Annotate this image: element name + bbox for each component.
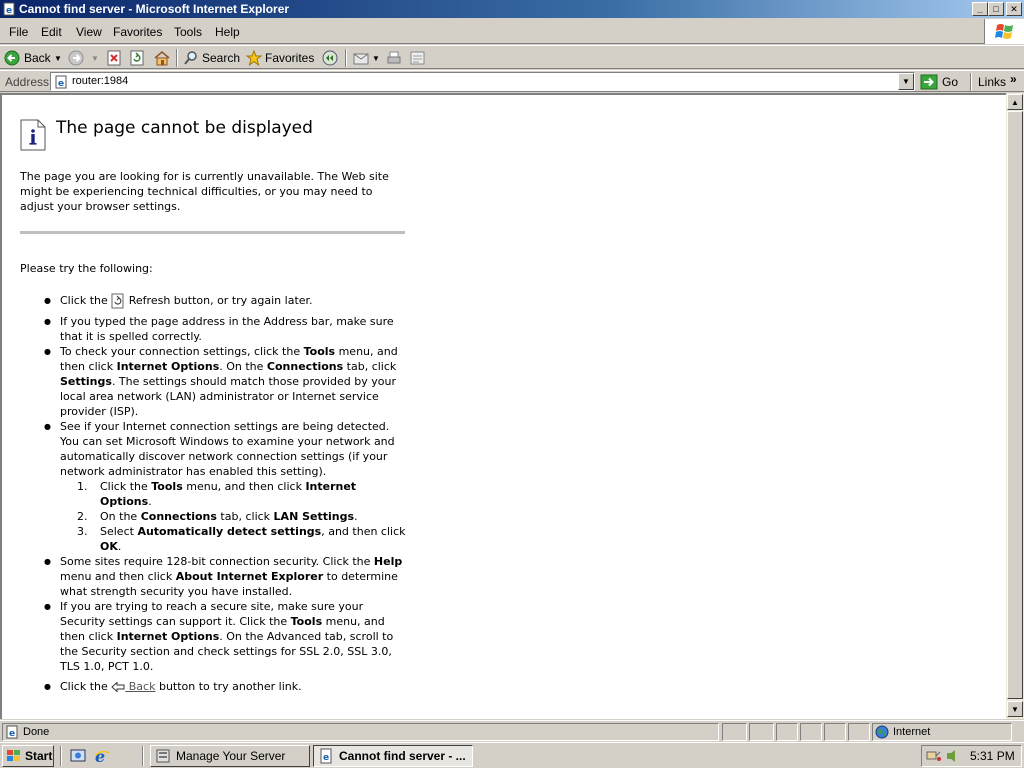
status-main xyxy=(2,723,719,741)
step-item xyxy=(60,509,410,524)
stop-icon xyxy=(106,50,122,66)
links-more-icon[interactable]: » xyxy=(1010,72,1017,86)
restore-button[interactable] xyxy=(988,2,1004,16)
print-icon xyxy=(386,50,402,66)
title-bar[interactable] xyxy=(0,0,1024,18)
step-text: Select xyxy=(100,525,138,538)
list-item: ● If you typed the page address in the Address bar, make sure that it is spelled correctly. xyxy=(20,314,410,344)
tip-bold: Tools xyxy=(290,615,323,628)
server-icon xyxy=(155,748,171,764)
step-text: . xyxy=(117,540,122,553)
list-item xyxy=(20,599,410,674)
step-number: 2. xyxy=(77,510,88,523)
status-pane xyxy=(848,723,870,741)
tip-text: button to try another link. xyxy=(155,680,302,693)
go-button[interactable] xyxy=(920,73,958,91)
step-text: . xyxy=(148,495,152,508)
address-value: router:1984 xyxy=(72,75,129,87)
status-pane xyxy=(800,723,822,741)
menu-file[interactable]: File xyxy=(9,25,29,39)
edit-button[interactable] xyxy=(409,49,427,67)
go-arrow-icon xyxy=(920,74,938,90)
network-icon[interactable] xyxy=(926,748,942,764)
svg-text:e: e xyxy=(6,6,13,16)
tip-text: to determine what strength security you have installed. xyxy=(60,570,398,598)
back-arrow-icon xyxy=(4,50,20,66)
menu-view[interactable]: View xyxy=(76,25,102,39)
standard-toolbar xyxy=(0,45,1024,69)
step-text: . xyxy=(354,510,358,523)
tips-list xyxy=(20,293,410,694)
menu-bar xyxy=(0,19,1024,44)
search-button[interactable] xyxy=(183,49,240,67)
tip-text: . On the xyxy=(219,360,267,373)
list-item xyxy=(20,293,410,309)
list-item xyxy=(20,344,410,419)
step-text: Click the xyxy=(100,480,152,493)
history-dropdown-icon: ▼ xyxy=(372,53,380,63)
step-bold: Connections xyxy=(140,510,217,523)
windows-flag-icon xyxy=(6,749,22,763)
system-tray xyxy=(921,745,1022,767)
links-button[interactable]: Links xyxy=(978,75,1007,89)
close-icon: ✕ xyxy=(1010,4,1018,14)
tip-bold: Connections xyxy=(266,360,344,373)
tip-text: tab, click xyxy=(343,360,397,373)
list-item xyxy=(20,554,410,599)
step-bold: OK xyxy=(100,540,118,553)
menu-favorites[interactable]: Favorites xyxy=(113,25,163,39)
tip-text: . On the Advanced tab, scroll to the Security section and check settings for SSL 2.0, SSL 3.0, TLS 1.0, PCT 1.0. xyxy=(60,630,394,673)
forward-dropdown-icon[interactable]: ▼ xyxy=(91,53,99,63)
status-pane xyxy=(776,723,798,741)
security-zone[interactable] xyxy=(872,723,1012,741)
step-bold: Internet Options xyxy=(100,480,357,508)
svg-text:e: e xyxy=(58,79,65,89)
stop-button[interactable] xyxy=(106,49,122,67)
page-done-icon xyxy=(5,725,19,739)
favorites-button[interactable] xyxy=(246,49,314,67)
print-button[interactable] xyxy=(386,49,402,67)
svg-text:e: e xyxy=(95,747,106,765)
tip-text: See if your Internet connection settings are being detected. You can set Microsoft Windows to examine your network and automatically discover network connection settings (if your network administrator has enabled this setting). xyxy=(60,420,395,478)
page-content xyxy=(0,93,1006,719)
taskbar-separator xyxy=(60,746,62,766)
start-label: Start xyxy=(25,749,53,763)
scroll-down-button[interactable] xyxy=(1007,701,1023,717)
tip-text: Refresh button, or try again later. xyxy=(125,294,313,307)
show-desktop-icon[interactable] xyxy=(69,747,87,765)
tip-bold: Help xyxy=(373,555,403,568)
media-icon xyxy=(322,50,338,66)
status-pane xyxy=(749,723,774,741)
back-button[interactable] xyxy=(4,49,51,67)
refresh-icon xyxy=(111,293,125,309)
page-icon xyxy=(54,75,68,89)
back-dropdown-icon[interactable]: ▼ xyxy=(54,53,62,63)
status-pane xyxy=(722,723,747,741)
minimize-button[interactable] xyxy=(972,2,988,16)
tip-text: menu and then click xyxy=(60,570,176,583)
divider xyxy=(20,231,405,234)
svg-text:e: e xyxy=(323,753,330,763)
back-link[interactable]: Back xyxy=(125,680,156,693)
step-text: menu, and then click xyxy=(182,480,306,493)
taskbar-separator xyxy=(142,746,144,766)
status-pane xyxy=(824,723,846,741)
task-cannot-find-server[interactable] xyxy=(313,745,473,767)
minimize-icon: _ xyxy=(977,4,983,14)
page-heading: The page cannot be displayed xyxy=(56,118,313,138)
menu-edit[interactable]: Edit xyxy=(41,25,62,39)
step-bold: Tools xyxy=(151,480,183,493)
ie-page-icon xyxy=(2,2,16,16)
menu-help[interactable]: Help xyxy=(215,25,240,39)
svg-text:e: e xyxy=(9,729,16,739)
search-label: Search xyxy=(202,51,241,65)
tip-text: . The settings should match those provided by your local area network (LAN) administrator or Internet service provider (ISP). xyxy=(60,375,396,418)
steps-list xyxy=(60,479,410,554)
windows-logo-icon xyxy=(984,19,1024,44)
start-button[interactable] xyxy=(2,745,54,767)
step-bold: LAN Settings xyxy=(273,510,355,523)
status-bar xyxy=(0,720,1024,742)
tip-text: Some sites require 128-bit connection security. Click the xyxy=(60,555,374,568)
refresh-icon xyxy=(129,50,145,66)
forward-arrow-icon xyxy=(68,50,84,66)
step-bold: Automatically detect settings xyxy=(137,525,322,538)
step-text: On the xyxy=(100,510,141,523)
window-title: Cannot find server - Microsoft Internet Explorer xyxy=(19,2,290,16)
favorites-label: Favorites xyxy=(265,51,315,65)
volume-icon[interactable] xyxy=(945,748,961,764)
step-number: 3. xyxy=(77,525,88,538)
scroll-up-button[interactable] xyxy=(1007,94,1023,110)
list-item xyxy=(20,419,410,554)
intro-text: The page you are looking for is currently unavailable. The Web site might be experiencing technical difficulties, or you may need to adjust your browser settings. xyxy=(20,170,389,213)
tip-text: Click the xyxy=(60,680,112,693)
close-button[interactable] xyxy=(1006,2,1022,16)
media-button[interactable] xyxy=(322,49,338,67)
task-label: Cannot find server - ... xyxy=(339,749,466,763)
menu-tools[interactable]: Tools xyxy=(174,25,203,39)
address-bar xyxy=(0,70,1024,92)
history-button[interactable] xyxy=(353,49,380,67)
tip-bold: Internet Options xyxy=(116,360,220,373)
tip-text: To check your connection settings, click the xyxy=(60,345,304,358)
go-label: Go xyxy=(942,75,959,89)
history-icon xyxy=(353,50,371,66)
scroll-down-icon: ▼ xyxy=(1011,704,1019,714)
toolbar-separator xyxy=(176,49,178,67)
tip-text: menu, and then click xyxy=(60,345,398,373)
refresh-button[interactable] xyxy=(129,49,145,67)
ie-page-icon xyxy=(318,748,334,764)
home-button[interactable] xyxy=(153,49,171,67)
info-icon xyxy=(20,119,46,151)
address-dropdown-button[interactable] xyxy=(898,73,914,90)
home-icon xyxy=(153,50,171,66)
taskbar xyxy=(0,742,1024,768)
links-separator xyxy=(970,73,972,91)
tip-bold: About Internet Explorer xyxy=(175,570,324,583)
back-arrow-icon xyxy=(111,682,125,692)
tip-text: If you are trying to reach a secure site, make sure your Security settings can support it. Click the xyxy=(60,600,364,628)
task-label: Manage Your Server xyxy=(176,749,286,763)
address-input[interactable] xyxy=(50,72,915,91)
address-label: Address xyxy=(5,75,50,89)
vertical-scrollbar[interactable] xyxy=(1006,93,1024,719)
tip-bold: Settings xyxy=(60,375,112,388)
clock[interactable]: 5:31 PM xyxy=(970,749,1015,763)
list-item xyxy=(20,679,410,694)
tip-bold: Internet Options xyxy=(116,630,220,643)
edit-icon xyxy=(409,50,427,66)
tip-bold: Tools xyxy=(303,345,336,358)
tip-text: menu, and then click xyxy=(60,615,385,643)
try-following-text: Please try the following: xyxy=(20,262,153,275)
restore-icon: □ xyxy=(993,4,999,14)
back-label: Back xyxy=(24,51,51,65)
chevron-down-icon: ▼ xyxy=(902,77,910,86)
zone-text: Internet xyxy=(893,726,931,738)
scroll-thumb[interactable] xyxy=(1007,111,1023,699)
step-text: tab, click xyxy=(216,510,274,523)
toolbar-separator xyxy=(345,49,347,67)
tip-text: Click the xyxy=(60,294,112,307)
step-number: 1. xyxy=(77,480,88,493)
search-icon xyxy=(183,50,199,66)
internet-explorer-icon[interactable] xyxy=(93,747,111,765)
forward-button[interactable] xyxy=(68,49,84,67)
task-manage-your-server[interactable] xyxy=(150,745,310,767)
step-text: , and then click xyxy=(321,525,406,538)
step-item xyxy=(60,479,410,509)
scroll-up-icon: ▲ xyxy=(1011,97,1019,107)
favorites-star-icon xyxy=(246,50,262,66)
status-text: Done xyxy=(23,726,50,738)
globe-icon xyxy=(875,725,889,739)
step-item xyxy=(60,524,410,554)
